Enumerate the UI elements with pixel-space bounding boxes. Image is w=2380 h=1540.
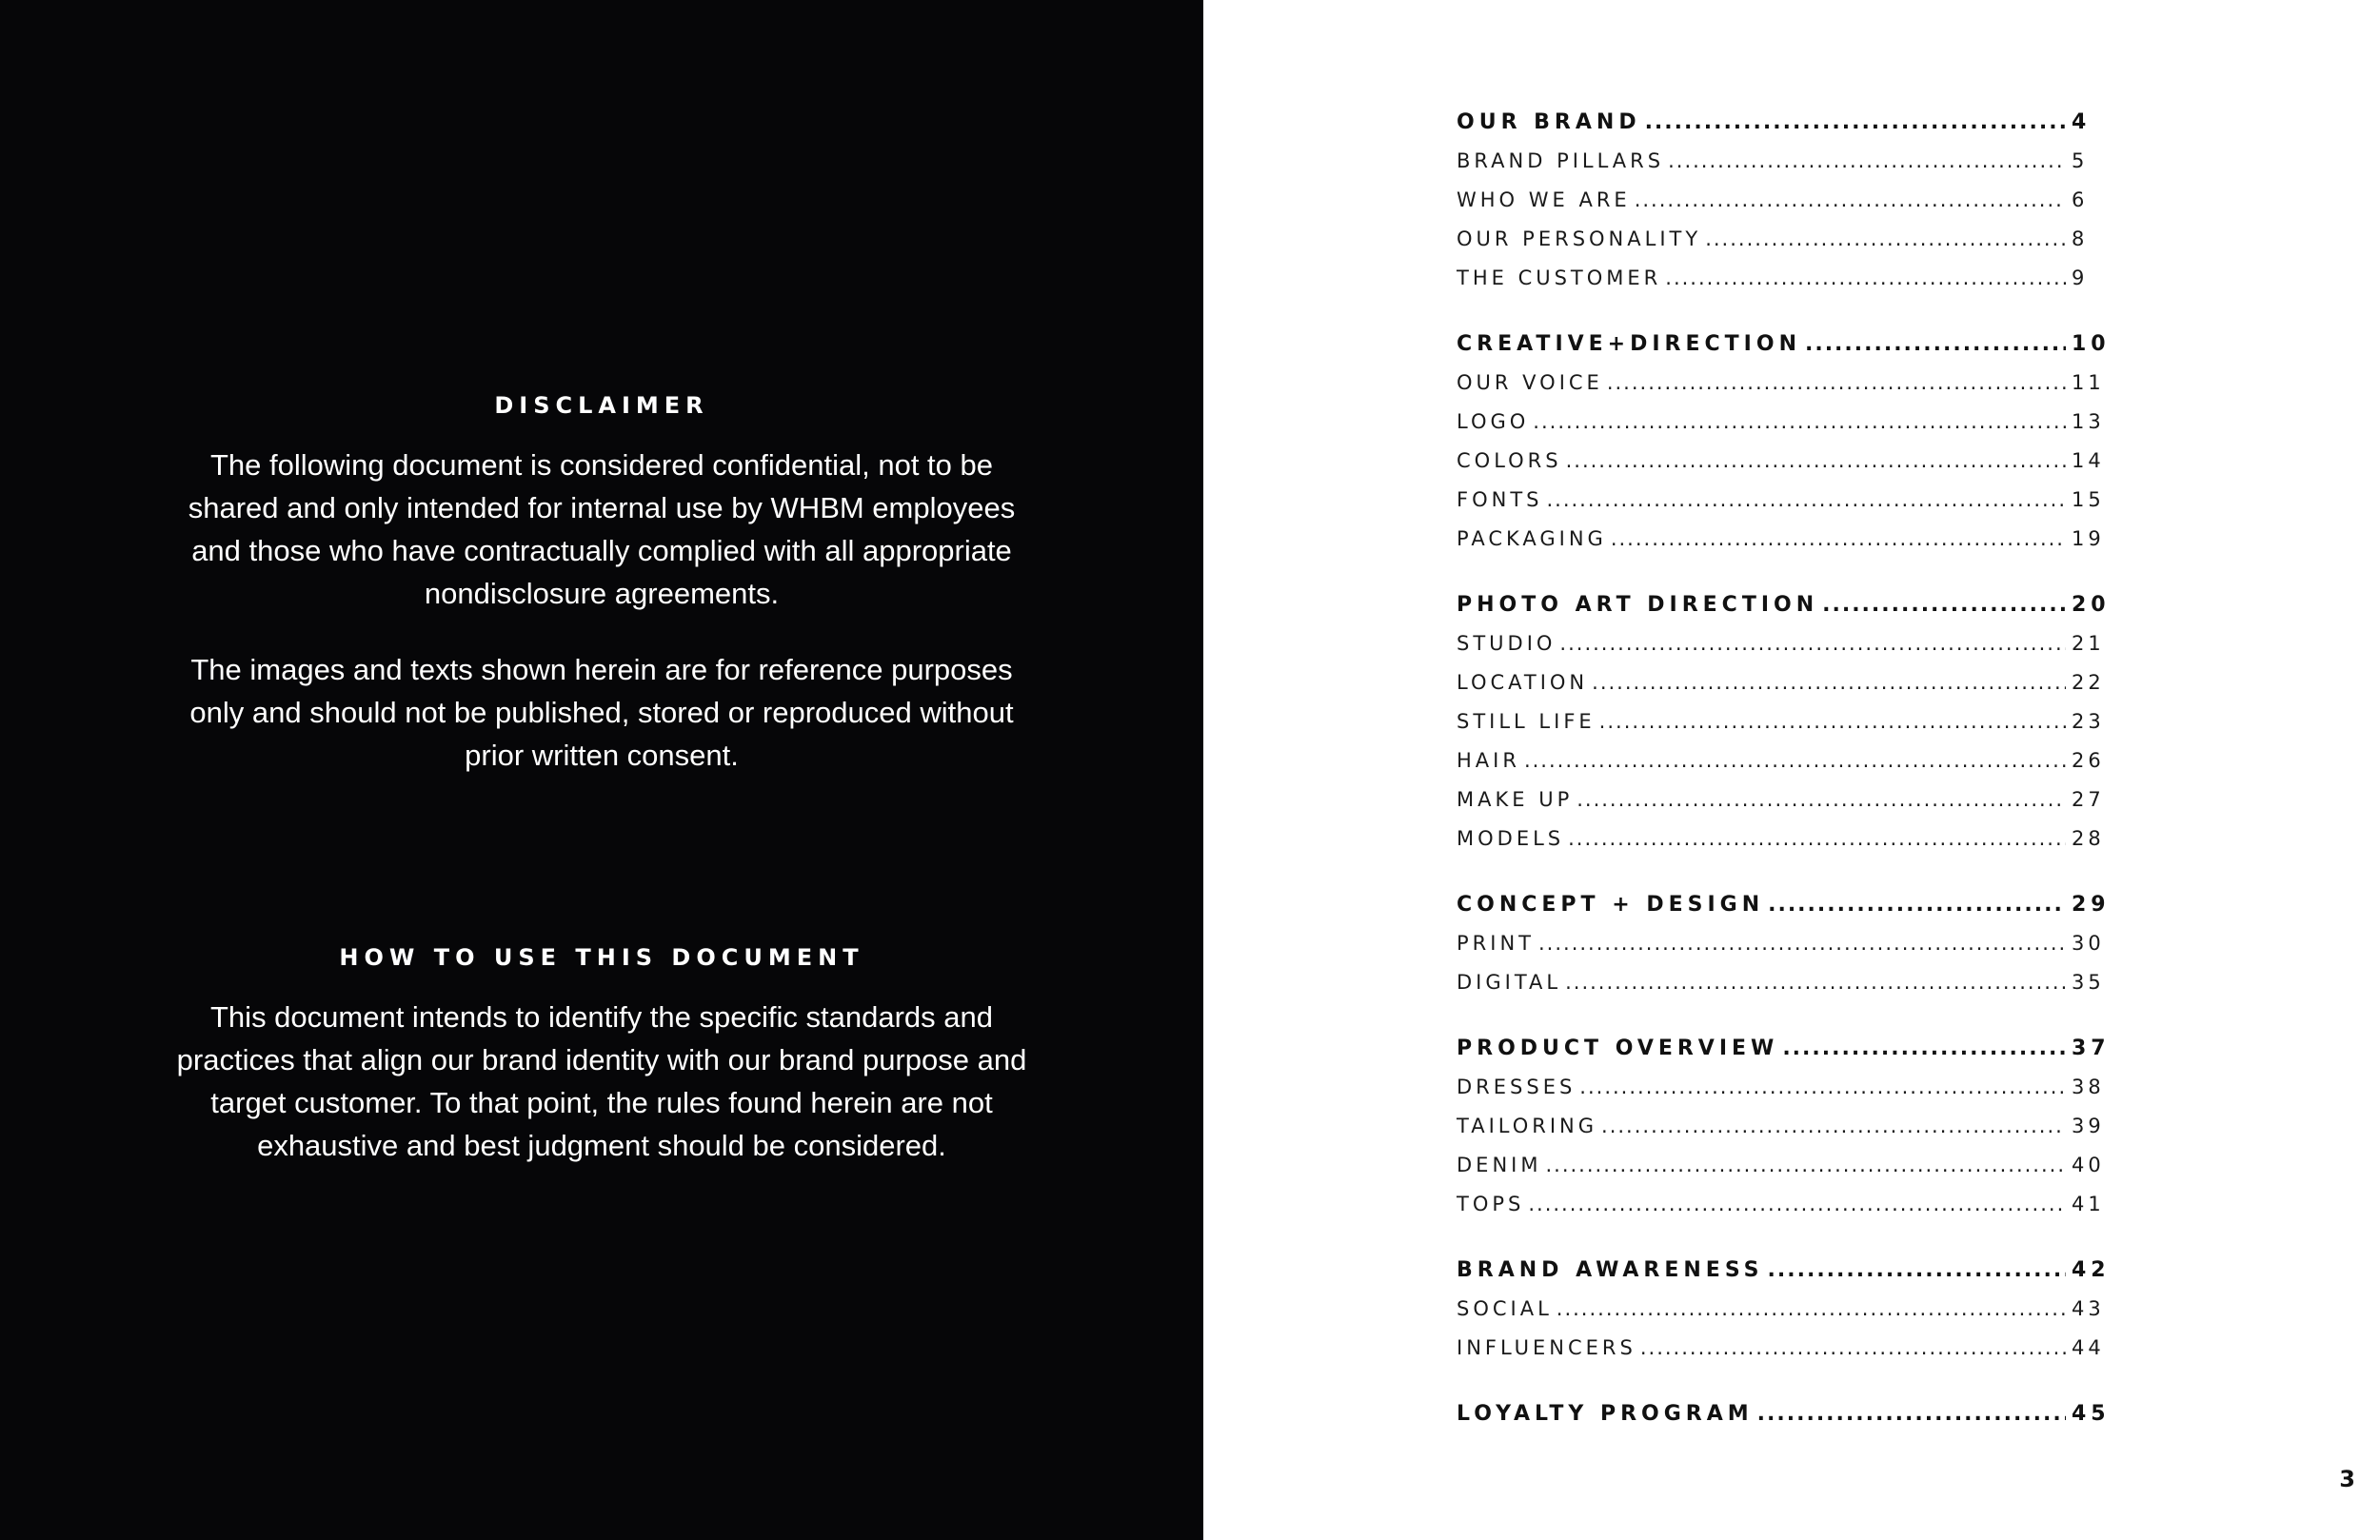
table-of-contents [1457, 103, 2380, 1460]
toc-entry[interactable] [1457, 142, 2121, 181]
toc-entry-page: 43 [2072, 1297, 2105, 1320]
toc-section-heading[interactable] [1457, 585, 2121, 624]
toc-section-heading[interactable] [1457, 1251, 2121, 1290]
toc-entry-page: 28 [2072, 827, 2105, 850]
dot-leader [1757, 1394, 2066, 1433]
toc-entry-page: 20 [2072, 593, 2111, 617]
toc-entry[interactable] [1457, 702, 2121, 741]
toc-section-heading[interactable] [1457, 1394, 2121, 1433]
toc-entry-label: SOCIAL [1457, 1297, 1553, 1320]
toc-entry-page: 6 [2072, 188, 2089, 211]
toc-entry-label: OUR VOICE [1457, 371, 1603, 394]
toc-entry-page: 15 [2072, 488, 2105, 511]
toc-entry[interactable] [1457, 819, 2121, 859]
dot-leader [1805, 325, 2066, 364]
toc-entry[interactable] [1457, 780, 2121, 819]
dot-leader [1601, 1107, 2066, 1146]
toc-entry-label: INFLUENCERS [1457, 1336, 1636, 1359]
toc-entry[interactable] [1457, 741, 2121, 780]
toc-entry-page: 14 [2072, 449, 2105, 472]
toc-entry-page: 42 [2072, 1258, 2111, 1282]
toc-entry[interactable] [1457, 481, 2121, 520]
toc-entry-page: 11 [2072, 371, 2105, 394]
toc-group [1457, 1251, 2380, 1368]
dot-leader [1607, 364, 2066, 403]
dot-leader [1566, 442, 2066, 481]
toc-entry-page: 39 [2072, 1115, 2105, 1137]
toc-entry-page: 37 [2072, 1037, 2111, 1060]
toc-entry-page: 23 [2072, 710, 2105, 733]
dot-leader [1557, 1290, 2066, 1329]
dot-leader [1645, 103, 2066, 142]
dot-leader [1577, 780, 2066, 819]
toc-entry-label: THE CUSTOMER [1457, 267, 1662, 289]
toc-entry-page: 26 [2072, 749, 2105, 772]
toc-entry-label: TOPS [1457, 1193, 1525, 1215]
how-to-use-paragraph: This document intends to identify the specific standards and practices that align our brand identity with our brand purpose and target customer. To that point, the rules found herein are not exhaustive and best judgment should be considered. [176, 1000, 1027, 1162]
toc-entry-page: 45 [2072, 1402, 2111, 1426]
toc-entry[interactable] [1457, 1329, 2121, 1368]
dot-leader [1599, 702, 2066, 741]
toc-section-heading[interactable] [1457, 103, 2121, 142]
toc-entry-page: 38 [2072, 1076, 2105, 1098]
toc-entry-page: 4 [2072, 110, 2092, 134]
toc-entry-label: CONCEPT + DESIGN [1457, 893, 1765, 917]
table-of-contents-panel [1203, 0, 2380, 1540]
toc-entry-label: LOGO [1457, 410, 1530, 433]
toc-entry-label: BRAND PILLARS [1457, 149, 1665, 172]
disclaimer-paragraph-2: The images and texts shown herein are for reference purposes only and should not be published, stored or reproduced without prior written consent. [189, 653, 1014, 772]
toc-entry-label: TAILORING [1457, 1115, 1598, 1137]
dot-leader [1559, 624, 2066, 663]
toc-entry[interactable] [1457, 220, 2121, 259]
dot-leader [1635, 181, 2066, 220]
toc-entry-label: PACKAGING [1457, 527, 1607, 550]
toc-entry-page: 40 [2072, 1154, 2105, 1176]
toc-entry-page: 35 [2072, 971, 2105, 994]
dot-leader [1533, 403, 2066, 442]
dot-leader [1528, 1185, 2066, 1224]
dot-leader [1665, 259, 2066, 298]
toc-entry[interactable] [1457, 364, 2121, 403]
toc-entry-label: LOCATION [1457, 671, 1589, 694]
toc-entry-label: MAKE UP [1457, 788, 1574, 811]
toc-section-heading[interactable] [1457, 885, 2121, 924]
toc-group [1457, 885, 2380, 1002]
dot-leader [1705, 220, 2066, 259]
toc-entry[interactable] [1457, 663, 2121, 702]
dot-leader [1822, 585, 2066, 624]
page-number: 3 [2339, 1466, 2355, 1492]
toc-entry-page: 41 [2072, 1193, 2105, 1215]
dot-leader [1579, 1068, 2066, 1107]
toc-entry-page: 44 [2072, 1336, 2105, 1359]
toc-entry-page: 29 [2072, 893, 2111, 917]
toc-group [1457, 585, 2380, 859]
toc-entry-label: DRESSES [1457, 1076, 1577, 1098]
toc-entry[interactable] [1457, 181, 2121, 220]
toc-entry[interactable] [1457, 1290, 2121, 1329]
toc-entry[interactable] [1457, 624, 2121, 663]
toc-entry-label: STUDIO [1457, 632, 1557, 655]
toc-entry-page: 27 [2072, 788, 2105, 811]
toc-entry[interactable] [1457, 1185, 2121, 1224]
dot-leader [1768, 1251, 2066, 1290]
toc-entry-label: OUR PERSONALITY [1457, 227, 1702, 250]
disclaimer-paragraph-1: The following document is considered confidential, not to be shared and only intended for internal use by WHBM employees and those who have contractually complied with all appropriate nondisclosure agreements. [188, 448, 1016, 610]
dot-leader [1524, 741, 2066, 780]
toc-entry[interactable] [1457, 403, 2121, 442]
dot-leader [1538, 924, 2066, 963]
toc-entry-page: 19 [2072, 527, 2105, 550]
dot-leader [1546, 481, 2066, 520]
toc-group [1457, 325, 2380, 559]
toc-entry-page: 21 [2072, 632, 2105, 655]
toc-entry[interactable] [1457, 442, 2121, 481]
toc-entry-label: OUR BRAND [1457, 110, 1641, 134]
dot-leader [1568, 819, 2066, 859]
toc-entry[interactable] [1457, 520, 2121, 559]
dot-leader [1668, 142, 2066, 181]
toc-entry-label: PRODUCT OVERVIEW [1457, 1037, 1779, 1060]
toc-entry-label: CREATIVE+DIRECTION [1457, 332, 1801, 356]
toc-entry[interactable] [1457, 259, 2121, 298]
toc-entry-label: HAIR [1457, 749, 1520, 772]
toc-entry-page: 9 [2072, 267, 2089, 289]
toc-entry-label: MODELS [1457, 827, 1565, 850]
dot-leader [1611, 520, 2066, 559]
toc-entry[interactable] [1457, 1146, 2121, 1185]
how-to-use-heading: HOW TO USE THIS DOCUMENT [339, 944, 864, 971]
toc-section-heading[interactable] [1457, 325, 2121, 364]
toc-entry-label: WHO WE ARE [1457, 188, 1631, 211]
toc-entry-page: 5 [2072, 149, 2089, 172]
disclaimer-section [0, 392, 1203, 777]
dot-leader [1565, 963, 2066, 1002]
toc-entry-label: PHOTO ART DIRECTION [1457, 593, 1819, 617]
dot-leader [1768, 885, 2066, 924]
toc-section-heading[interactable] [1457, 1029, 2121, 1068]
disclaimer-heading: DISCLAIMER [494, 392, 709, 419]
toc-group [1457, 1029, 2380, 1224]
toc-entry-label: DIGITAL [1457, 971, 1562, 994]
toc-entry[interactable] [1457, 1068, 2121, 1107]
toc-entry-page: 22 [2072, 671, 2105, 694]
toc-entry-label: DENIM [1457, 1154, 1542, 1176]
toc-group [1457, 1394, 2380, 1433]
how-to-use-section [0, 944, 1203, 1167]
toc-entry-label: BRAND AWARENESS [1457, 1258, 1764, 1282]
toc-entry-page: 13 [2072, 410, 2105, 433]
dot-leader [1782, 1029, 2066, 1068]
toc-entry-label: LOYALTY PROGRAM [1457, 1402, 1754, 1426]
dot-leader [1640, 1329, 2066, 1368]
toc-entry[interactable] [1457, 924, 2121, 963]
toc-group [1457, 103, 2380, 298]
toc-entry-label: PRINT [1457, 932, 1535, 955]
toc-entry[interactable] [1457, 1107, 2121, 1146]
toc-entry-label: FONTS [1457, 488, 1543, 511]
toc-entry-label: STILL LIFE [1457, 710, 1596, 733]
toc-entry[interactable] [1457, 963, 2121, 1002]
toc-entry-page: 8 [2072, 227, 2089, 250]
toc-entry-page: 10 [2072, 332, 2111, 356]
toc-entry-page: 30 [2072, 932, 2105, 955]
toc-entry-label: COLORS [1457, 449, 1562, 472]
dot-leader [1545, 1146, 2066, 1185]
dot-leader [1592, 663, 2066, 702]
